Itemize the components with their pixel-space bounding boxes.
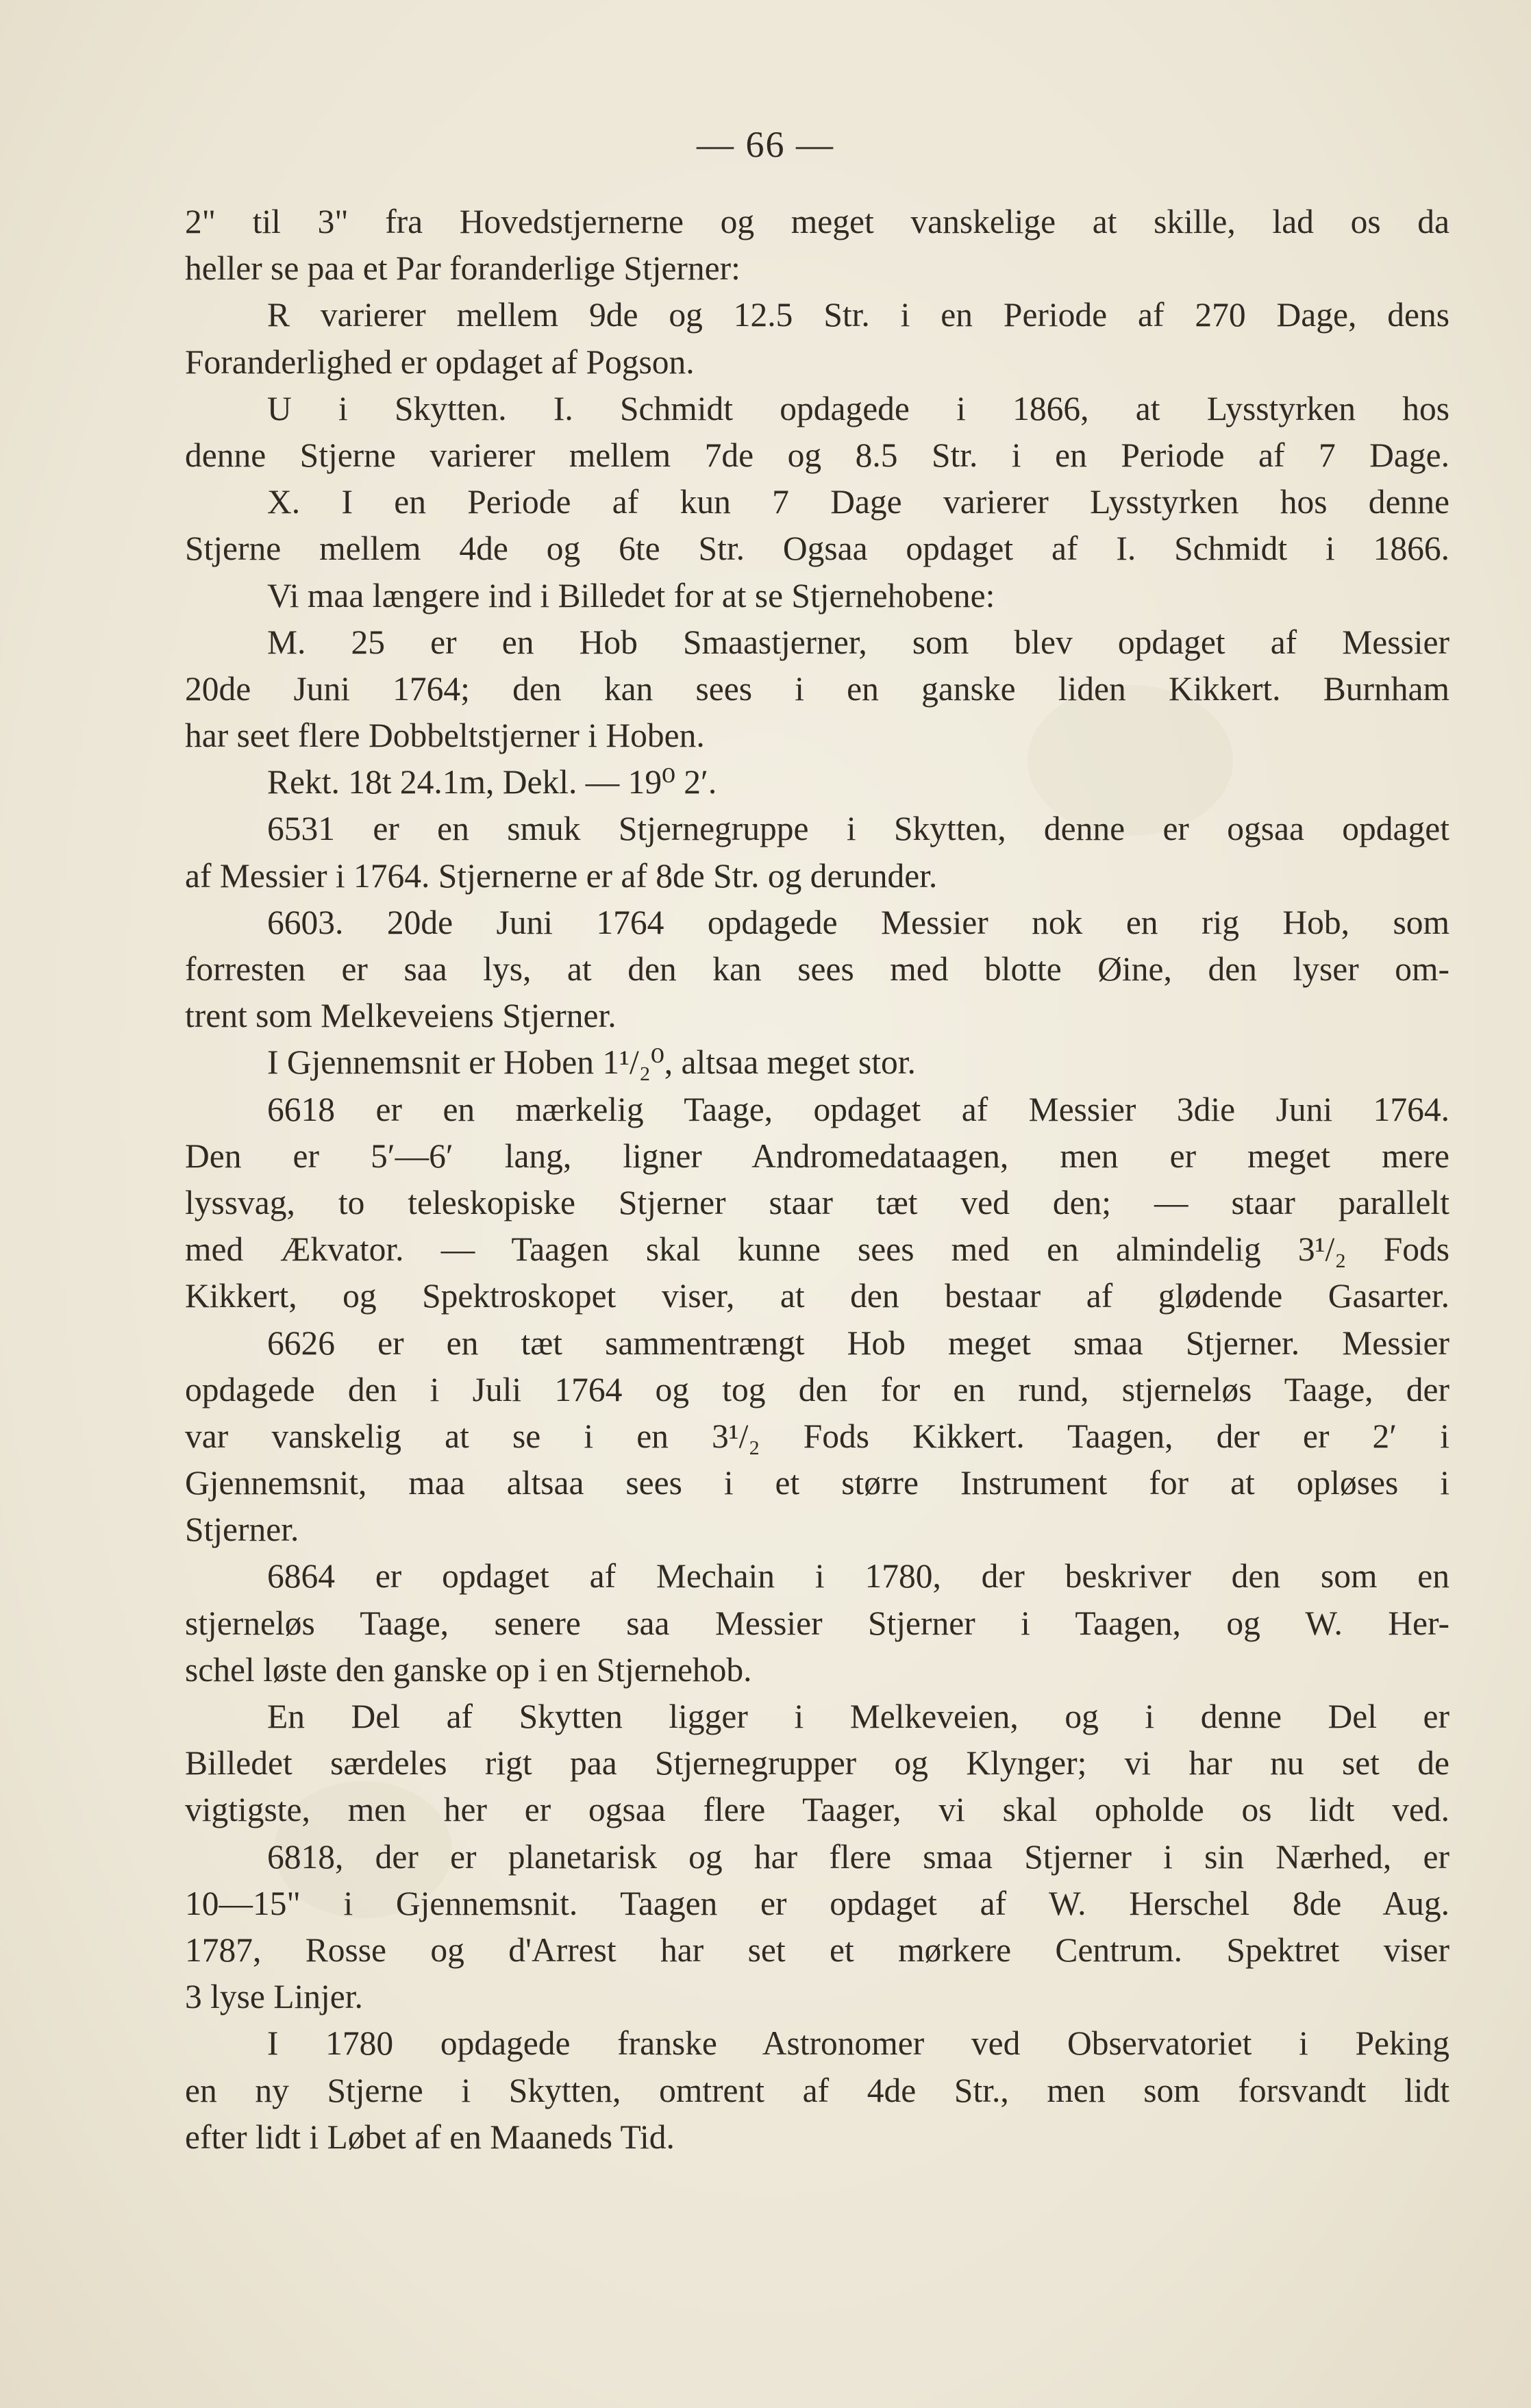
text-line: var vanskelig at se i en 3¹/₂ Fods Kikkert. Taagen, der er 2′ i: [185, 1417, 1449, 1455]
text-line: Vi maa længere ind i Billedet for at se Stjernehobene:: [267, 576, 995, 615]
text-line: en ny Stjerne i Skytten, omtrent af 4de Str., men som forsvandt lidt: [185, 2071, 1449, 2109]
text-line: I 1780 opdagede franske Astronomer ved Observatoriet i Peking: [267, 2024, 1449, 2063]
text-line: Gjennemsnit, maa altsaa sees i et større Instrument for at opløses i: [185, 1464, 1449, 1502]
body-text: [185, 199, 1449, 2161]
text-line: 6864 er opdaget af Mechain i 1780, der beskriver den som en: [267, 1557, 1449, 1596]
text-line: denne Stjerne varierer mellem 7de og 8.5 Str. i en Periode af 7 Dage.: [185, 436, 1449, 474]
text-line: heller se paa et Par foranderlige Stjerner:: [185, 249, 740, 288]
text-line: efter lidt i Løbet af en Maaneds Tid.: [185, 2118, 675, 2156]
text-line: Kikkert, og Spektroskopet viser, at den bestaar af glødende Gasarter.: [185, 1277, 1449, 1315]
text-line: trent som Melkeveiens Stjerner.: [185, 997, 617, 1035]
text-line: forresten er saa lys, at den kan sees med blotte Øine, den lyser om-: [185, 950, 1449, 988]
text-line: Stjerner.: [185, 1511, 299, 1549]
text-line: af Messier i 1764. Stjernerne er af 8de Str. og derunder.: [185, 856, 938, 895]
text-line: M. 25 er en Hob Smaastjerner, som blev opdaget af Messier: [267, 623, 1449, 661]
text-line: opdagede den i Juli 1764 og tog den for en rund, stjerneløs Taage, der: [185, 1370, 1449, 1408]
text-line: 1787, Rosse og d'Arrest har set et mørkere Centrum. Spektret viser: [185, 1931, 1449, 1969]
text-line: Rekt. 18t 24.1m, Dekl. — 19⁰ 2′.: [267, 763, 717, 802]
text-line: schel løste den ganske op i en Stjernehob.: [185, 1650, 752, 1689]
text-line: I Gjennemsnit er Hoben 1¹/₂⁰, altsaa meget stor.: [267, 1043, 916, 1082]
text-line: Den er 5′—6′ lang, ligner Andromedataagen, men er meget mere: [185, 1137, 1449, 1175]
text-line: 6626 er en tæt sammentrængt Hob meget smaa Stjerner. Messier: [267, 1324, 1449, 1362]
text-line: stjerneløs Taage, senere saa Messier Stjerner i Taagen, og W. Her-: [185, 1604, 1449, 1642]
text-line: Foranderlighed er opdaget af Pogson.: [185, 343, 695, 381]
text-line: Billedet særdeles rigt paa Stjernegrupper og Klynger; vi har nu set de: [185, 1744, 1449, 1783]
text-line: 6618 er en mærkelig Taage, opdaget af Messier 3die Juni 1764.: [267, 1090, 1449, 1128]
text-line: R varierer mellem 9de og 12.5 Str. i en Periode af 270 Dage, dens: [267, 296, 1449, 334]
text-line: X. I en Periode af kun 7 Dage varierer Lysstyrken hos denne: [267, 483, 1449, 521]
text-line: En Del af Skytten ligger i Melkeveien, og i denne Del er: [267, 1698, 1449, 1735]
text-line: U i Skytten. I. Schmidt opdagede i 1866, at Lysstyrken hos: [267, 389, 1449, 427]
text-line: 2" til 3" fra Hovedstjernerne og meget vanskelige at skille, lad os da: [185, 203, 1449, 240]
text-line: 6531 er en smuk Stjernegruppe i Skytten, denne er ogsaa opdaget: [267, 810, 1449, 848]
text-line: Stjerne mellem 4de og 6te Str. Ogsaa opdaget af I. Schmidt i 1866.: [185, 530, 1449, 568]
text-line: har seet flere Dobbeltstjerner i Hoben.: [185, 717, 705, 755]
text-line: vigtigste, men her er ogsaa flere Taager, vi skal opholde os lidt ved.: [185, 1791, 1449, 1829]
text-line: med Ækvator. — Taagen skal kunne sees med en almindelig 3¹/₂ Fods: [185, 1230, 1449, 1269]
text-line: 20de Juni 1764; den kan sees i en ganske liden Kikkert. Burnham: [185, 669, 1449, 708]
page-number: — 66 —: [697, 124, 834, 165]
text-line: 6818, der er planetarisk og har flere smaa Stjerner i sin Nærhed, er: [267, 1837, 1449, 1876]
text-line: lyssvag, to teleskopiske Stjerner staar tæt ved den; — staar parallelt: [185, 1183, 1449, 1221]
text-line: 6603. 20de Juni 1764 opdagede Messier nok en rig Hob, som: [267, 903, 1449, 941]
text-line: 10—15" i Gjennemsnit. Taagen er opdaget af W. Herschel 8de Aug.: [185, 1884, 1449, 1922]
text-line: 3 lyse Linjer.: [185, 1978, 363, 2016]
